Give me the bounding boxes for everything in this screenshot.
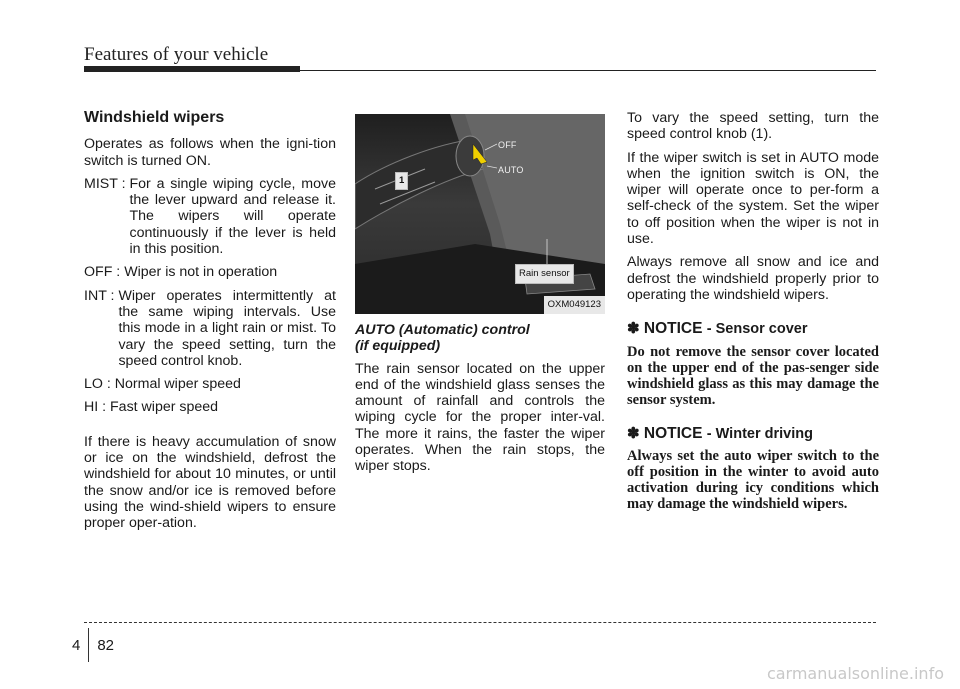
mode-desc: For a single wiping cycle, move the lever upward and release it. The wipers will operate continuously if the lever is held in this position. bbox=[129, 175, 336, 258]
chapter-number: 4 bbox=[72, 636, 81, 654]
mode-desc: Wiper is not in operation bbox=[124, 264, 278, 281]
snow-paragraph: If there is heavy accumulation of snow or ice on the windshield, defrost the windshield for about 10 minutes, or until the snow and/or ice is removed before using the wind-shield wipers to ensure proper oper-ation. bbox=[84, 433, 336, 532]
snow-removal-paragraph: Always remove all snow and ice and defrost the windshield properly prior to operating the windshield wipers. bbox=[627, 254, 879, 303]
notice-word: NOTICE bbox=[643, 424, 703, 442]
figure-label-off: OFF bbox=[498, 140, 517, 150]
figure-code: OXM049123 bbox=[544, 296, 605, 314]
intro-paragraph: Operates as follows when the igni-tion switch is turned ON. bbox=[84, 136, 336, 169]
notice-sensor-cover-heading bbox=[627, 321, 879, 337]
section-heading-windshield-wipers: Windshield wipers bbox=[84, 109, 225, 126]
figure-label-rain-sensor: Rain sensor bbox=[515, 264, 574, 284]
mode-term: INT : bbox=[84, 287, 119, 304]
notice-winter-driving-body: Always set the auto wiper switch to the off position in the winter to avoid auto activation during icy conditions which may damage the windshield wipers. bbox=[627, 447, 879, 512]
auto-mode-paragraph: If the wiper switch is set in AUTO mode when the ignition switch is ON, the wiper will operate once to per-form a self-check of the system. Set the wiper to off position when the wiper is not in use. bbox=[627, 149, 879, 248]
page-number-value: 82 bbox=[97, 636, 115, 654]
mode-hi bbox=[84, 399, 336, 415]
right-column bbox=[627, 110, 879, 519]
speed-paragraph: To vary the speed setting, turn the speed control knob (1). bbox=[627, 110, 879, 143]
wiper-lever-figure bbox=[355, 114, 605, 314]
mode-lo bbox=[84, 376, 336, 392]
notice-sub: - Sensor cover bbox=[706, 321, 808, 338]
page-number bbox=[72, 628, 114, 662]
header-rule-thick bbox=[84, 66, 300, 72]
notice-star-icon: ✽ bbox=[627, 320, 640, 338]
mode-term: HI : bbox=[84, 399, 111, 416]
auto-control-body: The rain sensor located on the upper end of the windshield glass senses the amount of rainfall and controls the wiping cycle for the proper inter-val. The more it rains, the faster the wiper operates. When the rain stops, the wiper stops. bbox=[355, 360, 605, 475]
left-column bbox=[84, 110, 336, 539]
figure-label-auto: AUTO bbox=[498, 165, 524, 175]
mode-desc: Fast wiper speed bbox=[110, 399, 219, 416]
notice-sub: - Winter driving bbox=[706, 425, 813, 442]
footer-rule bbox=[84, 622, 876, 623]
notice-word: NOTICE bbox=[643, 320, 703, 338]
watermark: carmanualsonline.info bbox=[766, 664, 944, 683]
auto-control-subheading bbox=[355, 322, 605, 355]
notice-winter-driving-heading bbox=[627, 426, 879, 442]
middle-column bbox=[355, 114, 605, 482]
header-rule-thin bbox=[300, 70, 876, 71]
notice-sensor-cover-body: Do not remove the sensor cover located on the upper end of the pas-senger side windshield glass as this may damage the sensor system. bbox=[627, 343, 879, 408]
mode-term: LO : bbox=[84, 376, 115, 393]
mode-term: MIST : bbox=[84, 175, 130, 192]
notice-star-icon: ✽ bbox=[627, 424, 640, 442]
page-number-separator bbox=[88, 628, 89, 662]
mode-mist bbox=[84, 176, 336, 257]
mode-off bbox=[84, 264, 336, 280]
mode-desc: Wiper operates intermittently at the same wiping intervals. Use this mode in a light rain or mist. To vary the speed setting, turn the speed control knob. bbox=[118, 287, 336, 369]
subheading-line1: AUTO (Automatic) control bbox=[355, 322, 530, 338]
subheading-line2: (if equipped) bbox=[355, 338, 441, 355]
mode-desc: Normal wiper speed bbox=[114, 376, 241, 393]
mode-term: OFF : bbox=[84, 264, 125, 281]
page-header-title: Features of your vehicle bbox=[84, 44, 269, 65]
mode-int bbox=[84, 288, 336, 369]
figure-label-knob-number: 1 bbox=[395, 172, 408, 190]
